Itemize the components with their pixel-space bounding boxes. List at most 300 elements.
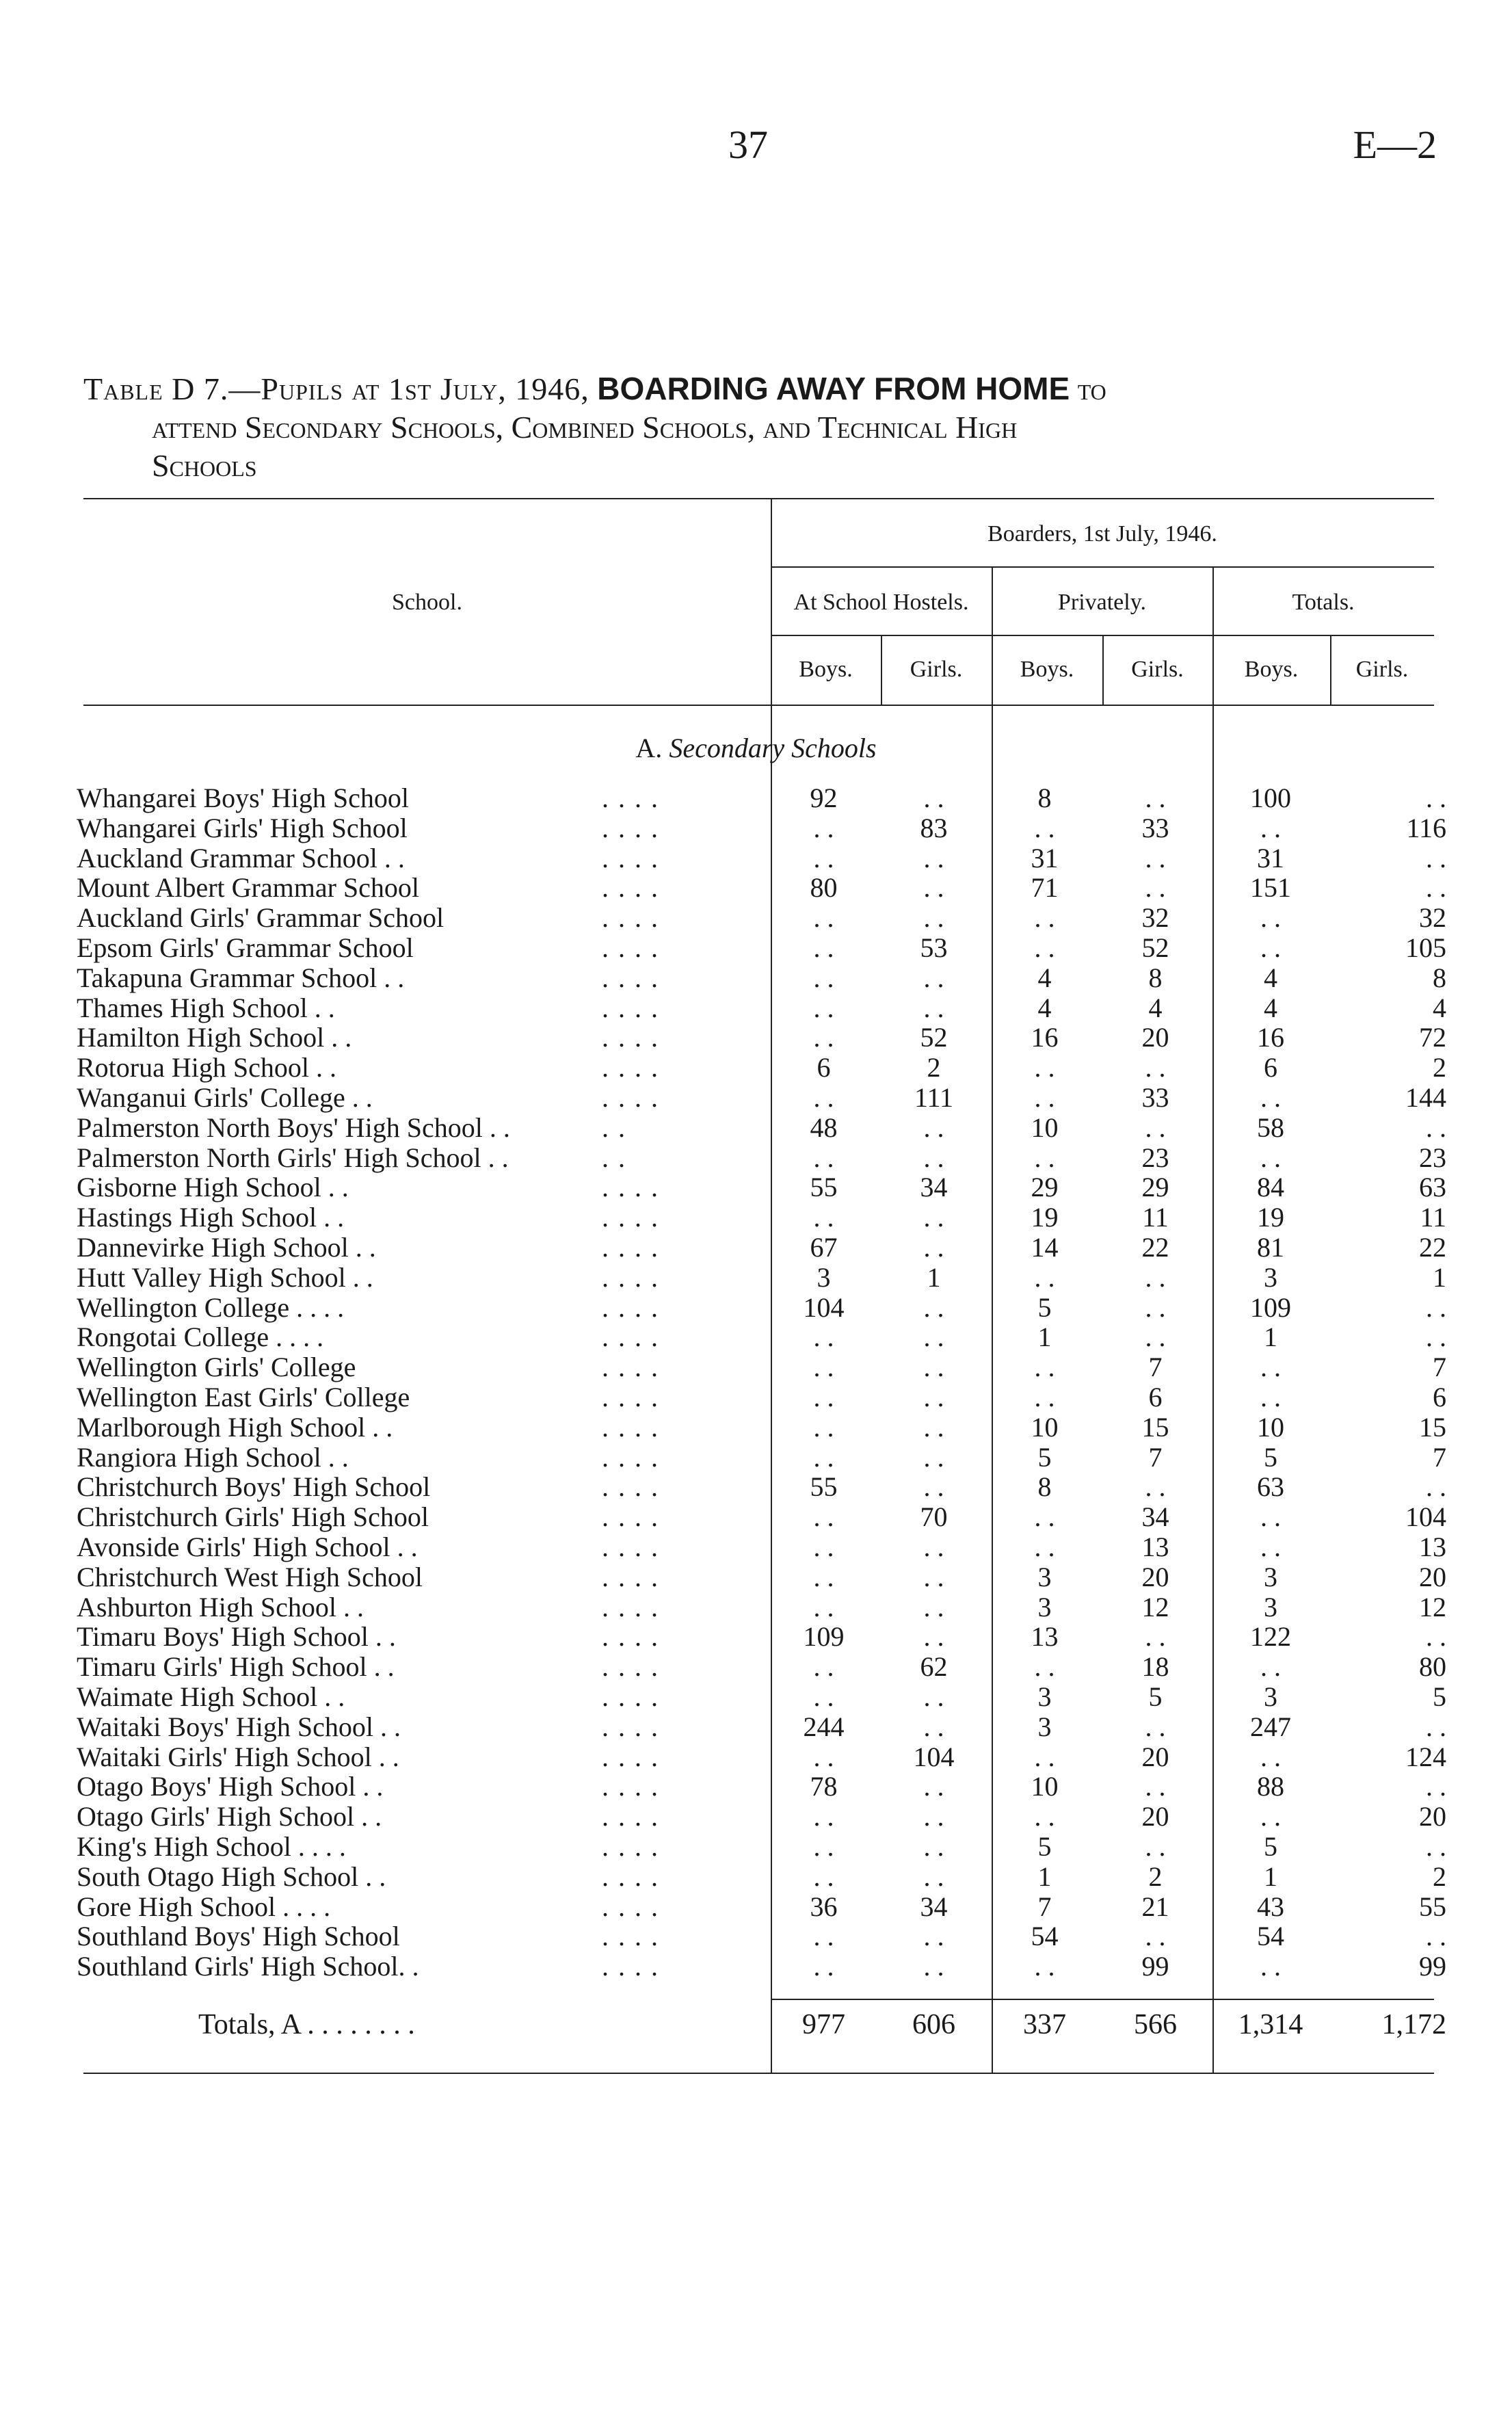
table-cell: 10 <box>1031 1771 1059 1802</box>
table-cell: 122 <box>1250 1621 1291 1653</box>
leader-dots: . . . . <box>602 1771 659 1802</box>
leader-dots: . . . . <box>602 1441 659 1473</box>
school-name: Timaru Girls' High School . . <box>77 1651 395 1683</box>
table-cell: 15 <box>1141 1411 1169 1443</box>
leader-dots: . . . . <box>602 1801 659 1832</box>
table-cell: . . <box>1260 1142 1281 1173</box>
table-cell: 29 <box>1031 1172 1059 1203</box>
table-cell: 11 <box>1142 1202 1169 1233</box>
table-row <box>0 783 1512 813</box>
table-cell: . . <box>1145 1711 1166 1742</box>
table-cell: . . <box>1426 1621 1446 1653</box>
school-name: Epsom Girls' Grammar School <box>77 932 414 963</box>
school-name: Gore High School . . . . <box>77 1891 331 1922</box>
table-cell: 5 <box>1264 1831 1277 1862</box>
table-cell: . . <box>1145 1322 1166 1353</box>
table-cell: . . <box>923 1591 944 1622</box>
table-cell: . . <box>1426 1831 1446 1862</box>
table-cell: 104 <box>913 1741 955 1772</box>
school-name: Dannevirke High School . . <box>77 1232 376 1263</box>
leader-dots: . . . . <box>602 1232 659 1263</box>
table-cell: . . <box>1145 1921 1166 1952</box>
caption-line2: attend Secondary Schools, Combined Schools, and Technical High <box>152 410 1018 445</box>
table-cell: . . <box>1426 1771 1446 1802</box>
school-name: Otago Boys' High School . . <box>77 1771 384 1802</box>
table-cell: 2 <box>927 1052 941 1083</box>
table-cell: 32 <box>1141 902 1169 934</box>
section-letter: A. <box>635 733 663 763</box>
school-name: Gisborne High School . . <box>77 1172 349 1203</box>
table-cell: 2 <box>1433 1861 1446 1892</box>
table-cell: . . <box>923 1471 944 1503</box>
table-row <box>0 1862 1512 1892</box>
totals-cell: 337 <box>1023 2009 1066 2040</box>
table-cell: . . <box>1034 1801 1055 1832</box>
table-cell: 6 <box>817 1052 831 1083</box>
leader-dots: . . . . <box>602 1261 659 1293</box>
table-cell: 6 <box>1433 1382 1446 1412</box>
table-cell: . . <box>923 1142 944 1173</box>
totals-cell: 977 <box>802 2009 845 2040</box>
table-cell: . . <box>1034 1951 1055 1982</box>
caption-bold: BOARDING AWAY FROM HOME <box>597 371 1070 406</box>
leader-dots: . . . . <box>602 1921 659 1952</box>
table-cell: 151 <box>1250 872 1291 904</box>
table-cell: 2 <box>1148 1861 1163 1892</box>
table-row <box>0 1172 1512 1203</box>
table-cell: . . <box>813 1831 834 1862</box>
table-cell: 20 <box>1141 1741 1169 1772</box>
table-row <box>0 1892 1512 1922</box>
table-cell: . . <box>813 1382 834 1412</box>
table-row <box>0 1293 1512 1323</box>
table-cell: 53 <box>920 932 948 963</box>
header-bottom-rule <box>83 705 1434 706</box>
school-name: Timaru Boys' High School . . <box>77 1621 396 1653</box>
table-cell: . . <box>923 1441 944 1473</box>
table-row <box>0 1023 1512 1053</box>
table-cell: 5 <box>1148 1681 1163 1712</box>
table-cell: . . <box>1426 1921 1446 1952</box>
table-cell: . . <box>813 1022 834 1053</box>
table-cell: 124 <box>1405 1741 1446 1772</box>
table-cell: 34 <box>1141 1501 1169 1533</box>
school-name: Otago Girls' High School . . <box>77 1801 382 1832</box>
school-name: Auckland Girls' Grammar School <box>77 902 445 934</box>
totals-cell: 1,172 <box>1381 2009 1446 2040</box>
table-cell: 54 <box>1257 1921 1284 1952</box>
table-cell: 20 <box>1419 1801 1446 1832</box>
school-name: Palmerston North Boys' High School . . <box>77 1112 510 1143</box>
table-cell: . . <box>923 1352 944 1383</box>
school-name: Mount Albert Grammar School <box>77 872 420 904</box>
table-cell: . . <box>813 1951 834 1982</box>
table-cell: . . <box>923 1561 944 1592</box>
table-row <box>0 1921 1512 1952</box>
table-cell: 32 <box>1419 902 1446 934</box>
school-name: Rongotai College . . . . <box>77 1322 324 1353</box>
table-cell: 52 <box>920 1022 948 1053</box>
leader-dots: . . . . <box>602 1082 659 1113</box>
leader-dots: . . . . <box>602 1741 659 1772</box>
header-boys-hostels: Boys. <box>799 657 853 682</box>
table-cell: 6 <box>1148 1382 1163 1412</box>
table-cell: 5 <box>1433 1681 1446 1712</box>
table-cell: 3 <box>1264 1261 1277 1293</box>
table-cell: 5 <box>1037 1291 1052 1323</box>
table-cell: . . <box>813 1591 834 1622</box>
table-cell: 7 <box>1433 1352 1446 1383</box>
table-cell: . . <box>1145 1471 1166 1503</box>
table-cell: 8 <box>1148 962 1163 993</box>
table-cell: . . <box>923 1861 944 1892</box>
table-cell: 19 <box>1031 1202 1059 1233</box>
table-cell: . . <box>813 1082 834 1113</box>
table-row <box>0 1562 1512 1592</box>
table-cell: 3 <box>1264 1561 1277 1592</box>
header-girls-totals: Girls. <box>1355 657 1409 682</box>
table-row <box>0 1203 1512 1233</box>
table-cell: 8 <box>1037 783 1052 813</box>
table-cell: 8 <box>1433 962 1446 993</box>
table-cell: . . <box>923 1322 944 1353</box>
header-school: School. <box>392 590 462 615</box>
table-row <box>0 903 1512 933</box>
table-cell: 6 <box>1264 1052 1277 1083</box>
school-name: Palmerston North Girls' High School . . <box>77 1142 509 1173</box>
table-cell: 67 <box>810 1232 838 1263</box>
table-row <box>0 1802 1512 1832</box>
table-cell: 52 <box>1141 932 1169 963</box>
table-cell: 116 <box>1406 812 1446 843</box>
table-cell: 54 <box>1031 1921 1059 1952</box>
leader-dots: . . . . <box>602 1711 659 1742</box>
leader-dots: . . . . <box>602 1501 659 1533</box>
leader-dots: . . . . <box>602 932 659 963</box>
table-cell: . . <box>813 1322 834 1353</box>
table-cell: . . <box>923 1771 944 1802</box>
table-cell: . . <box>1034 1082 1055 1113</box>
table-cell: 247 <box>1250 1711 1291 1742</box>
table-cell: . . <box>1426 1322 1446 1353</box>
table-cell: 1 <box>1264 1861 1277 1892</box>
table-cell: . . <box>923 1411 944 1443</box>
table-cell: . . <box>1034 1142 1055 1173</box>
school-name: Thames High School . . <box>77 992 335 1023</box>
table-cell: . . <box>813 1532 834 1562</box>
table-cell: . . <box>923 783 944 813</box>
table-row <box>0 1652 1512 1682</box>
table-cell: 72 <box>1419 1022 1446 1053</box>
table-cell: 78 <box>810 1771 838 1802</box>
leader-dots: . . . . <box>602 1382 659 1412</box>
table-cell: . . <box>923 1112 944 1143</box>
table-cell: . . <box>813 1142 834 1173</box>
table-cell: 88 <box>1257 1771 1284 1802</box>
school-name: Christchurch Girls' High School <box>77 1501 429 1533</box>
table-cell: 15 <box>1419 1411 1446 1443</box>
table-row <box>0 1412 1512 1443</box>
table-cell: 3 <box>1264 1591 1277 1622</box>
table-id: Table D 7. <box>83 371 229 406</box>
leader-dots: . . . . <box>602 1621 659 1653</box>
table-cell: . . <box>813 842 834 873</box>
table-cell: 4 <box>1264 962 1277 993</box>
table-cell: 5 <box>1264 1441 1277 1473</box>
table-cell: 29 <box>1141 1172 1169 1203</box>
page-number: 37 <box>728 122 768 167</box>
table-cell: . . <box>1034 1532 1055 1562</box>
school-name: Wellington East Girls' College <box>77 1382 410 1412</box>
leader-dots: . . . . <box>602 812 659 843</box>
table-cell: . . <box>813 1352 834 1383</box>
leader-dots: . . . . <box>602 1052 659 1083</box>
table-cell: 55 <box>810 1172 838 1203</box>
table-cell: . . <box>1260 1532 1281 1562</box>
table-cell: 11 <box>1420 1202 1446 1233</box>
table-cell: . . <box>1145 872 1166 904</box>
table-cell: . . <box>1426 1711 1446 1742</box>
table-cell: . . <box>923 1951 944 1982</box>
table-cell: 16 <box>1257 1022 1284 1053</box>
school-name: Rangiora High School . . <box>77 1441 349 1473</box>
school-name: Marlborough High School . . <box>77 1411 393 1443</box>
table-row <box>0 933 1512 963</box>
table-row <box>0 1382 1512 1412</box>
table-row <box>0 843 1512 873</box>
table-cell: . . <box>1145 1291 1166 1323</box>
table-cell: 13 <box>1419 1532 1446 1562</box>
table-cell: . . <box>1034 1052 1055 1083</box>
table-cell: 1 <box>1264 1322 1277 1353</box>
table-cell: 31 <box>1031 842 1059 873</box>
header-privately: Privately. <box>1057 590 1147 615</box>
table-cell: . . <box>1034 1382 1055 1412</box>
school-name: Wanganui Girls' College . . <box>77 1082 373 1113</box>
table-row <box>0 873 1512 903</box>
table-row <box>0 1233 1512 1263</box>
leader-dots: . . . . <box>602 1172 659 1203</box>
school-name: Wellington College . . . . <box>77 1291 345 1323</box>
header-totals: Totals. <box>1292 590 1355 615</box>
table-cell: 48 <box>810 1112 838 1143</box>
table-cell: . . <box>1034 1741 1055 1772</box>
table-cell: 144 <box>1405 1082 1446 1113</box>
table-cell: 58 <box>1257 1112 1284 1143</box>
table-row <box>0 1532 1512 1562</box>
table-row <box>0 963 1512 993</box>
table-cell: 31 <box>1257 842 1284 873</box>
document-code: E—2 <box>1353 122 1437 167</box>
table-cell: . . <box>813 1921 834 1952</box>
table-cell: . . <box>1034 932 1055 963</box>
table-cell: 20 <box>1141 1561 1169 1592</box>
table-row <box>0 993 1512 1023</box>
table-cell: 104 <box>1405 1501 1446 1533</box>
table-cell: . . <box>1145 1621 1166 1653</box>
table-cell: 10 <box>1257 1411 1284 1443</box>
totals-label: Totals, A . . . . . . . . <box>198 2009 415 2040</box>
header-boys-totals: Boys. <box>1244 657 1299 682</box>
table-cell: . . <box>1426 1291 1446 1323</box>
school-name: Southland Boys' High School <box>77 1921 400 1952</box>
table-row <box>0 1712 1512 1742</box>
school-name: Hastings High School . . <box>77 1202 345 1233</box>
school-name: Hutt Valley High School . . <box>77 1261 373 1293</box>
table-cell: . . <box>1260 1082 1281 1113</box>
table-cell: 1 <box>927 1261 941 1293</box>
leader-dots: . . . . <box>602 962 659 993</box>
table-cell: 5 <box>1037 1441 1052 1473</box>
table-cell: . . <box>1145 1771 1166 1802</box>
leader-dots: . . . . <box>602 1411 659 1443</box>
table-cell: 100 <box>1250 783 1291 813</box>
table-cell: . . <box>813 1441 834 1473</box>
table-cell: 14 <box>1031 1232 1059 1263</box>
leader-dots: . . . . <box>602 992 659 1023</box>
table-cell: 33 <box>1141 812 1169 843</box>
table-cell: 2 <box>1433 1052 1446 1083</box>
leader-dots: . . . . <box>602 1532 659 1562</box>
table-row <box>0 1352 1512 1382</box>
table-cell: 23 <box>1419 1142 1446 1173</box>
caption-line3: Schools <box>152 448 257 483</box>
table-cell: 23 <box>1141 1142 1169 1173</box>
school-name: Wellington Girls' College <box>77 1352 356 1383</box>
table-row <box>0 1472 1512 1502</box>
table-cell: . . <box>813 1202 834 1233</box>
table-cell: . . <box>1260 1382 1281 1412</box>
table-cell: . . <box>1145 1112 1166 1143</box>
table-cell: . . <box>1145 783 1166 813</box>
table-cell: 71 <box>1031 872 1059 904</box>
table-cell: . . <box>813 1651 834 1683</box>
leader-dots: . . . . <box>602 1951 659 1982</box>
table-cell: 22 <box>1141 1232 1169 1263</box>
table-cell: 3 <box>1037 1591 1052 1622</box>
table-cell: . . <box>1145 1261 1166 1293</box>
table-cell: 3 <box>1037 1561 1052 1592</box>
table-cell: . . <box>1034 1501 1055 1533</box>
school-name: Takapuna Grammar School . . <box>77 962 405 993</box>
table-bottom-rule <box>83 2073 1434 2074</box>
table-cell: . . <box>1260 1951 1281 1982</box>
table-row <box>0 1772 1512 1802</box>
table-cell: 109 <box>1250 1291 1291 1323</box>
school-name: Whangarei Girls' High School <box>77 812 408 843</box>
header-boarders: Boarders, 1st July, 1946. <box>987 521 1217 547</box>
table-row <box>0 1502 1512 1532</box>
table-cell: 80 <box>1419 1651 1446 1683</box>
table-cell: . . <box>813 1561 834 1592</box>
table-cell: . . <box>923 1202 944 1233</box>
caption-part2: to <box>1077 371 1106 406</box>
table-cell: 33 <box>1141 1082 1169 1113</box>
table-cell: 84 <box>1257 1172 1284 1203</box>
school-name: Avonside Girls' High School . . <box>77 1532 418 1562</box>
totals-cell: 606 <box>912 2009 955 2040</box>
table-row <box>0 1263 1512 1293</box>
school-name: Rotorua High School . . <box>77 1052 336 1083</box>
leader-dots: . . . . <box>602 783 659 813</box>
table-cell: . . <box>1426 842 1446 873</box>
table-cell: 4 <box>1037 962 1052 993</box>
section-name: Secondary Schools <box>669 733 877 763</box>
table-row <box>0 1143 1512 1173</box>
school-name: Hamilton High School . . <box>77 1022 352 1053</box>
table-cell: 4 <box>1037 992 1052 1023</box>
leader-dots: . . . . <box>602 1352 659 1383</box>
table-cell: . . <box>1260 932 1281 963</box>
leader-dots: . . . . <box>602 872 659 904</box>
table-cell: 109 <box>803 1621 845 1653</box>
table-cell: 4 <box>1264 992 1277 1023</box>
table-cell: . . <box>813 1861 834 1892</box>
table-cell: 3 <box>1037 1711 1052 1742</box>
table-cell: . . <box>1260 1651 1281 1683</box>
table-cell: . . <box>813 1681 834 1712</box>
table-row <box>0 1832 1512 1862</box>
leader-dots: . . . . <box>602 1891 659 1922</box>
table-cell: . . <box>923 1532 944 1562</box>
school-name: South Otago High School . . <box>77 1861 386 1892</box>
table-cell: . . <box>813 1411 834 1443</box>
table-cell: 63 <box>1257 1471 1284 1503</box>
table-cell: . . <box>923 902 944 934</box>
header-girls-private: Girls. <box>1131 657 1184 682</box>
table-cell: 19 <box>1257 1202 1284 1233</box>
table-cell: 10 <box>1031 1411 1059 1443</box>
table-cell: . . <box>923 1291 944 1323</box>
table-cell: 34 <box>920 1172 948 1203</box>
table-row <box>0 1952 1512 1982</box>
table-cell: 36 <box>810 1891 838 1922</box>
table-row <box>0 1322 1512 1352</box>
table-cell: . . <box>813 1801 834 1832</box>
table-cell: . . <box>923 1831 944 1862</box>
group-rule <box>771 566 1434 568</box>
header-girls-hostels: Girls. <box>910 657 963 682</box>
table-cell: 55 <box>810 1471 838 1503</box>
table-cell: 105 <box>1405 932 1446 963</box>
table-cell: 7 <box>1148 1441 1163 1473</box>
school-name: Waitaki Girls' High School . . <box>77 1741 399 1772</box>
table-cell: 99 <box>1419 1951 1446 1982</box>
table-cell: 10 <box>1031 1112 1059 1143</box>
table-cell: 1 <box>1037 1861 1052 1892</box>
table-cell: 22 <box>1419 1232 1446 1263</box>
table-cell: . . <box>923 962 944 993</box>
table-cell: . . <box>813 812 834 843</box>
table-cell: . . <box>923 1801 944 1832</box>
table-row <box>0 1592 1512 1622</box>
table-cell: 80 <box>810 872 838 904</box>
table-row <box>0 1682 1512 1712</box>
table-cell: . . <box>813 1501 834 1533</box>
leader-dots: . . . . <box>602 1202 659 1233</box>
table-row <box>0 1742 1512 1772</box>
table-cell: . . <box>1426 872 1446 904</box>
leader-dots: . . . . <box>602 1681 659 1712</box>
table-cell: . . <box>1260 1352 1281 1383</box>
table-cell: . . <box>1034 902 1055 934</box>
table-cell: . . <box>813 992 834 1023</box>
school-name: Whangarei Boys' High School <box>77 783 410 813</box>
table-cell: 13 <box>1031 1621 1059 1653</box>
table-cell: . . <box>923 1921 944 1952</box>
leader-dots: . . . . <box>602 1561 659 1592</box>
caption-part1: —Pupils at 1st July, 1946, <box>228 371 589 406</box>
